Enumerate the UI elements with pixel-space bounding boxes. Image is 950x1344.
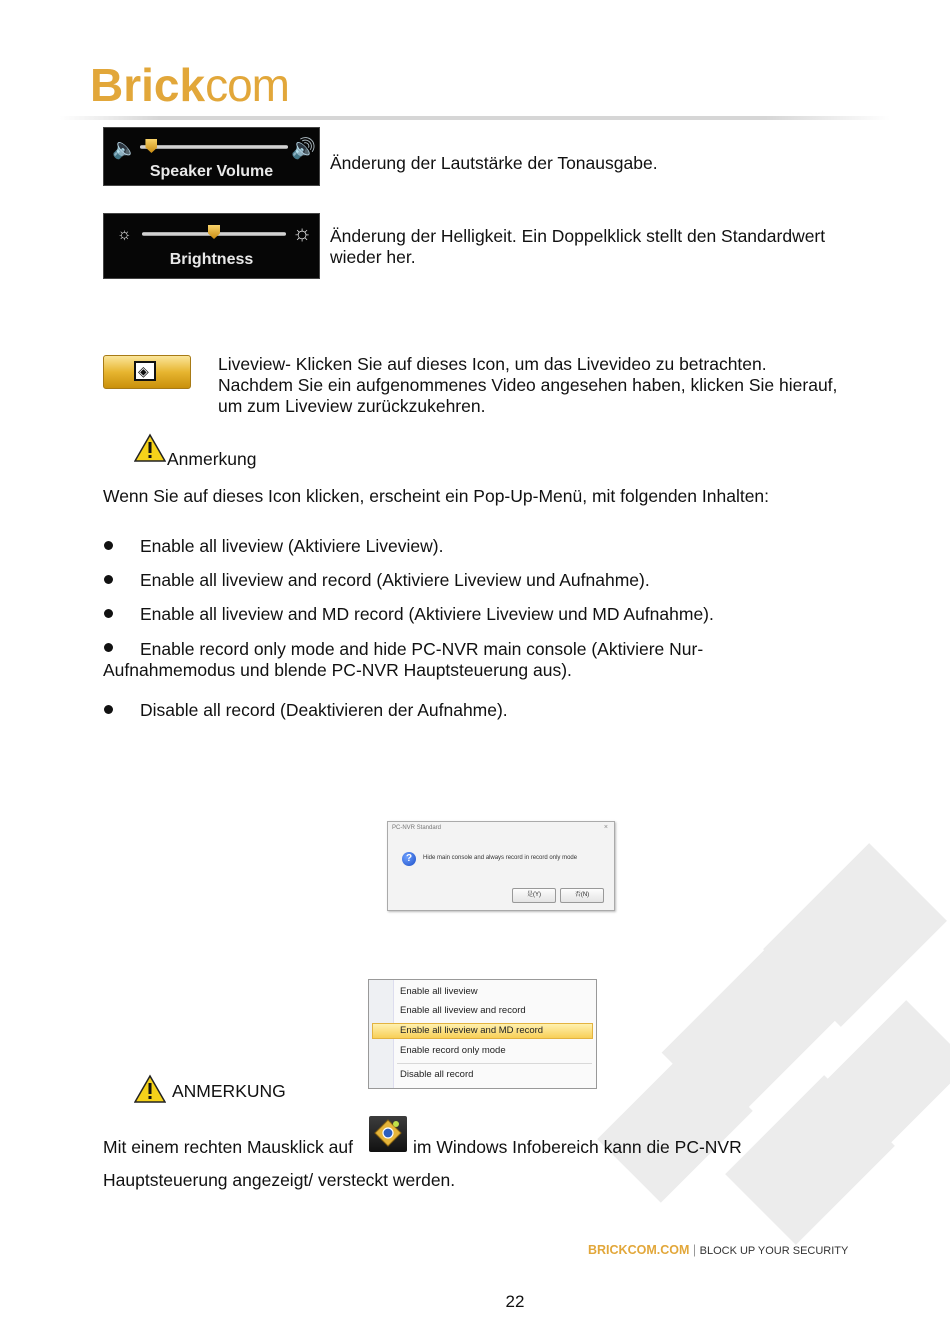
intro-text: Wenn Sie auf dieses Icon klicken, erscheint ein Pop-Up-Menü, mit folgenden Inhalten: — [103, 486, 770, 506]
dialog-message: Hide main console and always record in record only mode — [423, 855, 578, 861]
brightness-control[interactable] — [103, 213, 320, 279]
menu-item-enable-all-liveview[interactable]: Enable all liveview — [400, 986, 478, 997]
logo-bold: Brick — [90, 59, 206, 111]
no-button[interactable]: 否(N) — [560, 888, 604, 903]
liveview-text-line3: um zum Liveview zurückzukehren. — [218, 396, 486, 416]
bullet-dot — [104, 643, 113, 652]
bullet-item: Enable all liveview and record (Aktiviere Liveview und Aufnahme). — [140, 570, 650, 590]
footer — [588, 1242, 848, 1259]
dialog-title: PC-NVR Standard — [392, 825, 442, 831]
camera-tray-icon — [369, 1116, 407, 1152]
header-rule — [60, 116, 890, 120]
brickcom-logo — [90, 60, 289, 110]
bullet-item: Disable all record (Deaktivieren der Aufnahme). — [140, 700, 508, 720]
liveview-button[interactable] — [103, 355, 191, 389]
speaker-volume-control[interactable] — [103, 127, 320, 186]
pc-nvr-tray-icon[interactable] — [369, 1116, 407, 1152]
bullet-item: Enable all liveview (Aktiviere Liveview). — [140, 536, 444, 556]
sun-small-icon: ☼ — [117, 226, 132, 243]
menu-separator — [397, 1063, 592, 1064]
footer-separator: | — [692, 1243, 697, 1257]
tray-text-after: im Windows Infobereich kann die PC-NVR — [413, 1137, 742, 1157]
close-icon[interactable]: × — [603, 824, 608, 831]
brightness-description-line2: wieder her. — [330, 247, 416, 267]
brightness-label: Brightness — [169, 251, 254, 268]
note-label-upper: ANMERKUNG — [172, 1081, 286, 1101]
footer-brand[interactable]: BRICKCOM.COM — [588, 1243, 690, 1257]
tray-text-line2: Hauptsteuerung angezeigt/ versteckt werden. — [103, 1170, 456, 1190]
bullet-item: Enable all liveview and MD record (Aktiviere Liveview und MD Aufnahme). — [140, 604, 714, 624]
yes-button[interactable]: 是(Y) — [512, 888, 556, 903]
speaker-low-icon: 🔈 — [112, 138, 137, 160]
brightness-thumb[interactable] — [208, 225, 220, 239]
speaker-high-icon: 🔊 — [291, 138, 316, 160]
speaker-volume-label: Speaker Volume — [149, 163, 274, 180]
question-icon: ? — [402, 852, 416, 866]
page-number: 22 — [505, 1292, 525, 1311]
speaker-volume-description: Änderung der Lautstärke der Tonausgabe. — [330, 153, 658, 173]
bullet-dot — [104, 609, 113, 618]
menu-item-enable-record-only[interactable]: Enable record only mode — [400, 1045, 506, 1056]
warning-icon — [134, 433, 166, 463]
bullet-item: Enable record only mode and hide PC-NVR main console (Aktiviere Nur- — [140, 639, 704, 659]
brightness-description-line1: Änderung der Helligkeit. Ein Doppelklick stellt den Standardwert — [330, 226, 826, 246]
footer-tagline: BLOCK UP YOUR SECURITY — [699, 1245, 849, 1257]
menu-item-enable-liveview-record[interactable]: Enable all liveview and record — [400, 1005, 526, 1016]
speaker-volume-track[interactable] — [140, 145, 288, 149]
bullet-dot — [104, 541, 113, 550]
bullet-dot — [104, 705, 113, 714]
menu-item-disable-all-record[interactable]: Disable all record — [400, 1069, 474, 1080]
tray-text-before: Mit einem rechten Mausklick auf — [103, 1137, 353, 1157]
bullet-item-continuation: Aufnahmemodus und blende PC-NVR Hauptsteuerung aus). — [103, 660, 572, 680]
liveview-text-line1: Liveview- Klicken Sie auf dieses Icon, um das Livevideo zu betrachten. — [218, 354, 767, 374]
speaker-volume-thumb[interactable] — [145, 139, 157, 153]
logo-light: com — [205, 59, 289, 111]
note-label: Anmerkung — [167, 449, 257, 469]
menu-item-enable-liveview-md-record[interactable]: Enable all liveview and MD record — [400, 1025, 544, 1036]
sun-large-icon: ☼ — [292, 220, 313, 245]
liveview-icon: ◈ — [134, 361, 156, 381]
warning-icon — [134, 1074, 166, 1104]
bullet-dot — [104, 575, 113, 584]
liveview-text-line2: Nachdem Sie ein aufgenommenes Video angesehen haben, klicken Sie hierauf, — [218, 375, 838, 395]
context-menu — [368, 979, 597, 1089]
confirm-dialog — [387, 821, 615, 911]
